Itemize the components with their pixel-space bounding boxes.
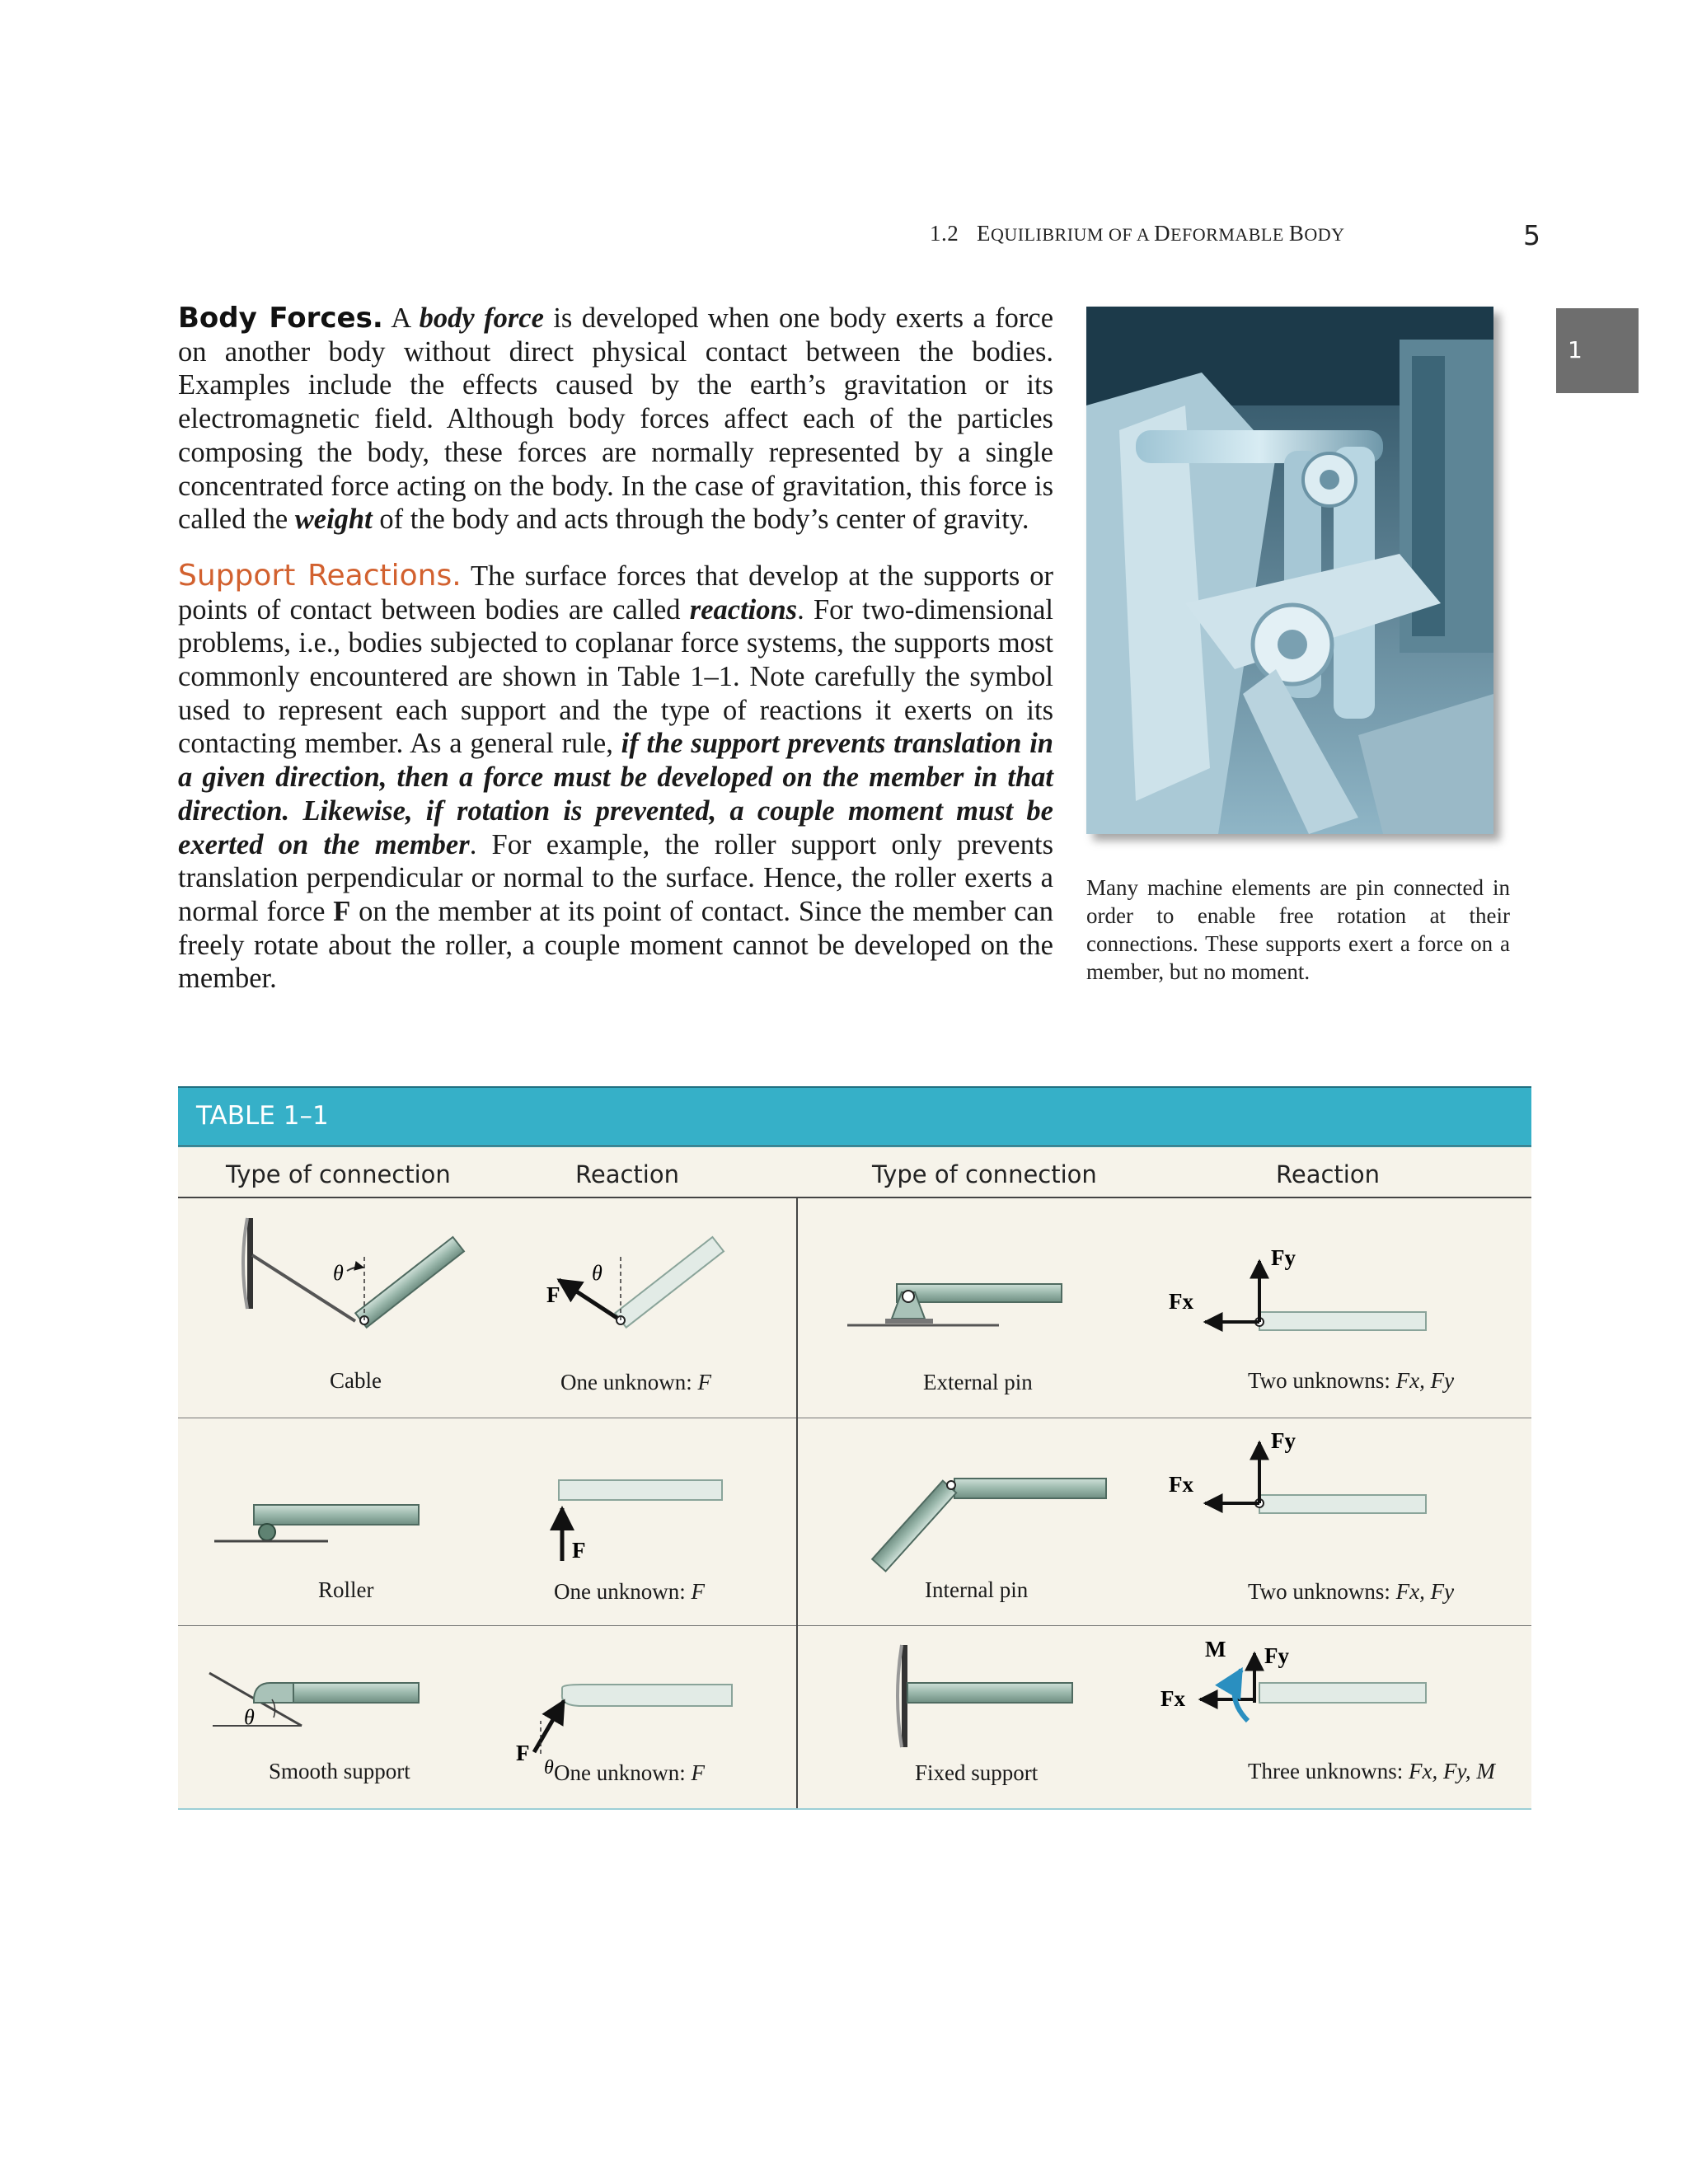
text: The surface forces that develop at the supports or points of contact between bodies are called [178, 560, 1053, 626]
label-external-pin: External pin [923, 1370, 1033, 1394]
label-fixed-support: Fixed support [915, 1760, 1039, 1785]
reaction-vars: F [697, 1370, 711, 1394]
text: is developed when one body exerts a force on another body without direct physical contact between the bodies. Examples include the effects caused by the earth’s gravitation or its electromagnetic field. Although body forces affect each of the particles composing the body, these forces are normally represented by a single concentrated force acting on the body. In the case of gravitation, this force is called the [178, 302, 1054, 536]
reaction-prefix: Two unknowns: [1248, 1579, 1396, 1604]
title-cap-d: D [1154, 221, 1171, 246]
reaction-prefix: Three unknowns: [1248, 1759, 1409, 1783]
title-small-3: ODY [1304, 224, 1345, 245]
table-title: TABLE 1–1 [196, 1101, 329, 1131]
title-small-2: EFORMABLE [1170, 224, 1289, 245]
reaction-prefix: Two unknowns: [1248, 1368, 1396, 1393]
internal-pin-reaction-diagram [1169, 1428, 1426, 1513]
fixed-support-reaction-diagram [1160, 1637, 1426, 1721]
running-head [930, 221, 1345, 246]
reaction-vars: F [691, 1579, 705, 1604]
col-header-type-right: Type of connection [872, 1160, 1097, 1188]
term-body-force: body force [419, 302, 544, 334]
paragraph-support-reactions [178, 560, 1053, 996]
title-cap-b: B [1288, 221, 1305, 246]
smooth-support-diagram [209, 1673, 419, 1729]
fixed-support-diagram [898, 1645, 1072, 1747]
text: . For two-dimensional problems, i.e., bodies subjected to coplanar force systems, the supports most commonly encountered are shown in Table 1–1. Note carefully the symbol used to represent each support and the type of reactions it exerts on its contacting member. As a general rule, [178, 593, 1053, 760]
reaction-cable [560, 1370, 711, 1395]
page-number: 5 [1523, 219, 1540, 251]
cable-reaction-F-label: F [546, 1282, 560, 1307]
paragraph-body-forces [178, 302, 1053, 537]
text: on the member at its point of contact. Since the member can freely rotate about the roller, a couple moment cannot be developed on the member. [178, 895, 1053, 995]
section-title [977, 221, 1345, 246]
col-header-reaction-left: Reaction [575, 1160, 679, 1188]
body-text [178, 302, 1053, 1019]
smooth-support-theta-label: θ [244, 1705, 255, 1729]
external-pin-Fy-label: Fy [1271, 1245, 1296, 1270]
reaction-prefix: One unknown: [554, 1579, 692, 1604]
internal-pin-diagram [872, 1479, 1106, 1571]
figure-caption: Many machine elements are pin connected in order to enable free rotation at their connections. These supports exert a force on a member, but no moment. [1086, 875, 1510, 984]
photo-illustration [1086, 307, 1493, 834]
col-header-type-left: Type of connection [226, 1160, 451, 1188]
label-internal-pin: Internal pin [925, 1577, 1029, 1602]
label-smooth-support: Smooth support [269, 1759, 410, 1783]
text: . For example, the roller support only prevents translation perpendicular or normal to the surface. Hence, the roller exerts a normal force [178, 828, 1053, 927]
internal-pin-Fy-label: Fy [1271, 1428, 1296, 1453]
term-weight: weight [294, 504, 373, 536]
external-pin-diagram [847, 1284, 1062, 1325]
reaction-prefix: One unknown: [560, 1370, 698, 1394]
heading-body-forces: Body Forces. [178, 302, 383, 335]
cable-theta-label: θ [333, 1261, 344, 1285]
title-cap-e: E [977, 221, 991, 246]
reaction-vars: Fx, Fy [1395, 1579, 1455, 1604]
reaction-internal-pin [1248, 1579, 1454, 1605]
external-pin-Fx-label: Fx [1169, 1289, 1193, 1314]
label-roller: Roller [318, 1577, 374, 1602]
emphasis-rule: if the support prevents translation in a given direction, then a force must be developed on the member in that direction. Likewise, if rotation is prevented, a couple moment must be exerted on the member [178, 728, 1053, 860]
roller-diagram [214, 1505, 419, 1541]
roller-reaction-F-label: F [572, 1538, 586, 1563]
fixed-M-label: M [1205, 1637, 1226, 1661]
reaction-external-pin [1248, 1368, 1454, 1394]
reaction-vars: Fx, Fy [1395, 1368, 1455, 1393]
internal-pin-Fx-label: Fx [1169, 1472, 1193, 1497]
external-pin-reaction-diagram [1169, 1245, 1426, 1330]
cable-diagram [243, 1218, 464, 1328]
col-header-reaction-right: Reaction [1276, 1160, 1380, 1188]
roller-reaction-diagram [559, 1480, 722, 1563]
text: of the body and acts through the body’s center of gravity. [372, 504, 1029, 536]
chapter-tab-label: 1 [1568, 336, 1582, 363]
section-number: 1.2 [930, 221, 959, 246]
fixed-Fx-label: Fx [1160, 1686, 1185, 1711]
symbol-F: F [333, 895, 351, 927]
fixed-Fy-label: Fy [1264, 1643, 1289, 1668]
reaction-vars: F [691, 1760, 705, 1785]
cable-reaction-diagram [546, 1237, 724, 1328]
reaction-prefix: One unknown: [554, 1760, 692, 1785]
term-reactions: reactions [689, 593, 798, 626]
text: A [382, 302, 420, 334]
reaction-fixed-support [1248, 1759, 1495, 1784]
smooth-reaction-theta-label: θ [544, 1757, 554, 1779]
reaction-smooth-support [554, 1760, 705, 1786]
support-diagrams [178, 1086, 1531, 1808]
cable-reaction-theta-label: θ [592, 1261, 603, 1285]
heading-support-reactions: Support Reactions. [178, 558, 462, 593]
title-small-1: QUILIBRIUM OF A [991, 224, 1155, 245]
reaction-roller [554, 1579, 705, 1605]
label-cable: Cable [330, 1368, 382, 1393]
machine-pin-photo [1086, 307, 1493, 834]
reaction-vars: Fx, Fy, M [1408, 1759, 1495, 1783]
smooth-reaction-F-label: F [516, 1741, 530, 1765]
chapter-tab [1556, 308, 1639, 393]
table-1-1 [178, 1086, 1531, 1810]
